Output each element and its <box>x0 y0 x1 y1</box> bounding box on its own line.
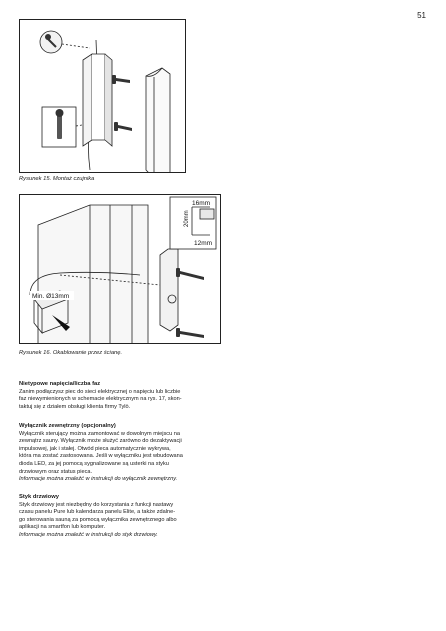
section-line: która ma zostać zastosowana. Jeśli w wyłączniku jest wbudowana <box>19 453 183 460</box>
figure-wall-wiring <box>19 194 221 344</box>
section-heading: Wyłącznik zewnętrzny (opcjonalny) <box>19 423 116 429</box>
section-heading: Styk drzwiowy <box>19 494 59 500</box>
sensor-mounting-illustration <box>20 20 185 172</box>
section-line: dioda LED, za jej pomocą sygnalizowane są usterki na styku <box>19 460 169 467</box>
section-line: Zanim podłączysz piec do sieci elektrycznej o napięciu lub liczbie <box>19 388 181 395</box>
dim-12-label: 12mm <box>194 240 213 247</box>
min-diameter-label: Min. Ø13mm <box>32 293 70 300</box>
section-line: zewnątrz sauny. Wyłącznik może służyć zarówno do dezaktywacji <box>19 438 182 445</box>
section-line: impulsowej, jak i stałej. Otwód pieca automatycznie wykrywa, <box>19 445 171 452</box>
section-heading: Nietypowe napięcia/liczba faz <box>19 381 101 387</box>
section-line: drzwiowym oraz status pieca. <box>19 468 93 475</box>
page-number: 51 <box>417 11 426 20</box>
section-line: taktuj się z działem obsługi klienta firmy Tylö. <box>19 403 131 410</box>
dim-20-label: 20mm <box>184 210 190 227</box>
section-note: Informacje można znaleźć w instrukcji do styk drzwiowy. <box>19 531 158 538</box>
section-external-switch <box>19 423 219 484</box>
figure-sensor-mounting <box>19 19 186 173</box>
section-line: czasu panelu Pure lub kalendarza panelu Elite, a także zdalne- <box>19 509 176 516</box>
section-line: Wyłącznik sterujący można zamontować w dowolnym miejscu na <box>19 430 180 437</box>
section-line: Styk drzwiowy jest niezbędny do korzystania z funkcji nastawy <box>19 501 174 508</box>
section-door-contact <box>19 494 219 540</box>
section-voltage-phases <box>19 381 219 411</box>
figure-16-caption: Rysunek 16. Okablowanie przez ścianę. <box>19 350 123 356</box>
section-line: aplikacji na smartfon lub komputer. <box>19 524 106 531</box>
figure-15-caption: Rysunek 15. Montaż czujnika <box>19 176 95 182</box>
section-line: go sterowania sauną za pomocą wyłącznika zewnętrznego albo <box>19 516 177 523</box>
wall-wiring-illustration <box>20 195 220 343</box>
section-line: faz niewymienionych w schemacie elektrycznym na rys. 17, skon- <box>19 396 182 403</box>
section-note: Informacje można znaleźć w instrukcji do wyłącznik zewnętrzny. <box>19 476 178 483</box>
dim-16-label: 16mm <box>192 200 211 207</box>
